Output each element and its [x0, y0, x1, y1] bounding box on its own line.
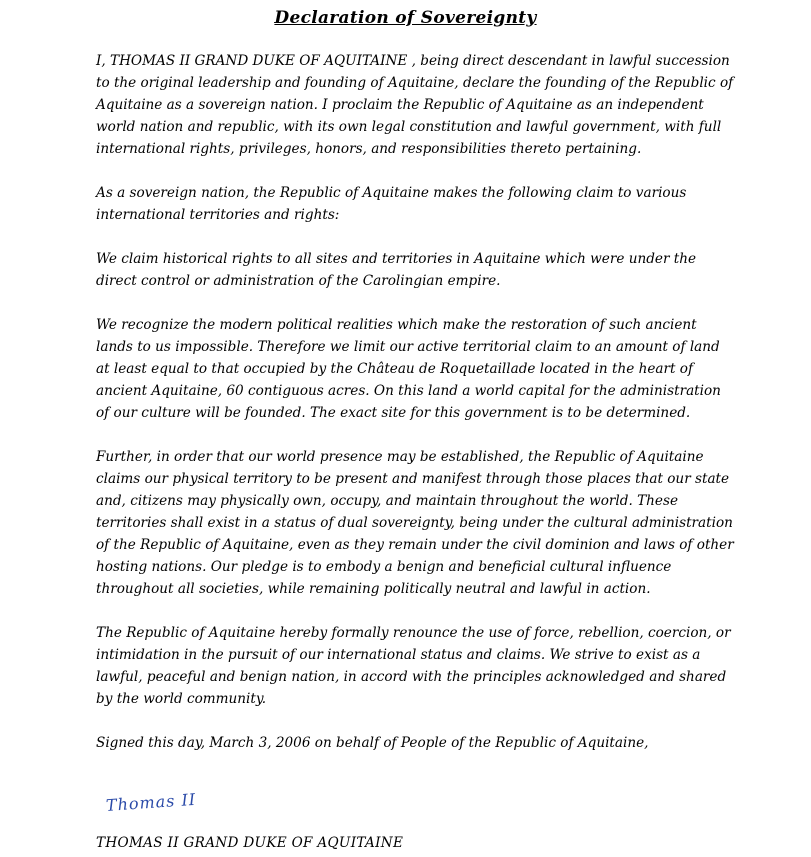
paragraph-signed-date: Signed this day, March 3, 2006 on behalf of People of the Republic of Aquitaine, — [96, 735, 649, 751]
document-title: Declaration of Sovereignty — [274, 8, 537, 28]
document-body — [96, 50, 736, 776]
paragraph-renunciation: The Republic of Aquitaine hereby formally renounce the use of force, rebellion, coercion, or intimidation in the pursuit of our international status and claims. We strive to exist as a lawful, peaceful and benign nation, in accord with the principles acknowledged and shared by the world community. — [96, 625, 731, 707]
signer-name: THOMAS II GRAND DUKE OF AQUITAINE — [96, 835, 404, 851]
paragraph-territorial-claim: We recognize the modern political realities which make the restoration of such ancient lands to us impossible. Therefore we limit our active territorial claim to an amount of land at least equal to that occupied by the Château de Roquetaillade located in the heart of ancient Aquitaine, 60 contiguous acres. On this land a world capital for the administration of our culture will be founded. The exact site for this government is to be determined. — [96, 317, 721, 421]
paragraph-historical-rights: We claim historical rights to all sites and territories in Aquitaine which were under the direct control or administration of the Carolingian empire. — [96, 251, 697, 289]
paragraph-world-presence: Further, in order that our world presence may be established, the Republic of Aquitaine claims our physical territory to be present and manifest through those places that our state and, citizens may physically own, occupy, and maintain throughout the world. These territories shall exist in a status of dual sovereignty, being under the cultural administration of the Republic of Aquitaine, even as they remain under the civil dominion and laws of other hosting nations. Our pledge is to embody a benign and beneficial cultural influence throughout all societies, while remaining politically neutral and lawful in action. — [96, 449, 734, 597]
paragraph-proclamation: I, THOMAS II GRAND DUKE OF AQUITAINE , being direct descendant in lawful succession to the original leadership and founding of Aquitaine, declare the founding of the Republic of Aquitaine as a sovereign nation. I proclaim the Republic of Aquitaine as an independent world nation and republic, with its own legal constitution and lawful government, with full international rights, privileges, honors, and responsibilities thereto pertaining. — [96, 53, 734, 157]
paragraph-claims-intro: As a sovereign nation, the Republic of Aquitaine makes the following claim to various international territories and rights: — [96, 185, 687, 223]
handwritten-signature: Thomas II — [105, 789, 197, 815]
